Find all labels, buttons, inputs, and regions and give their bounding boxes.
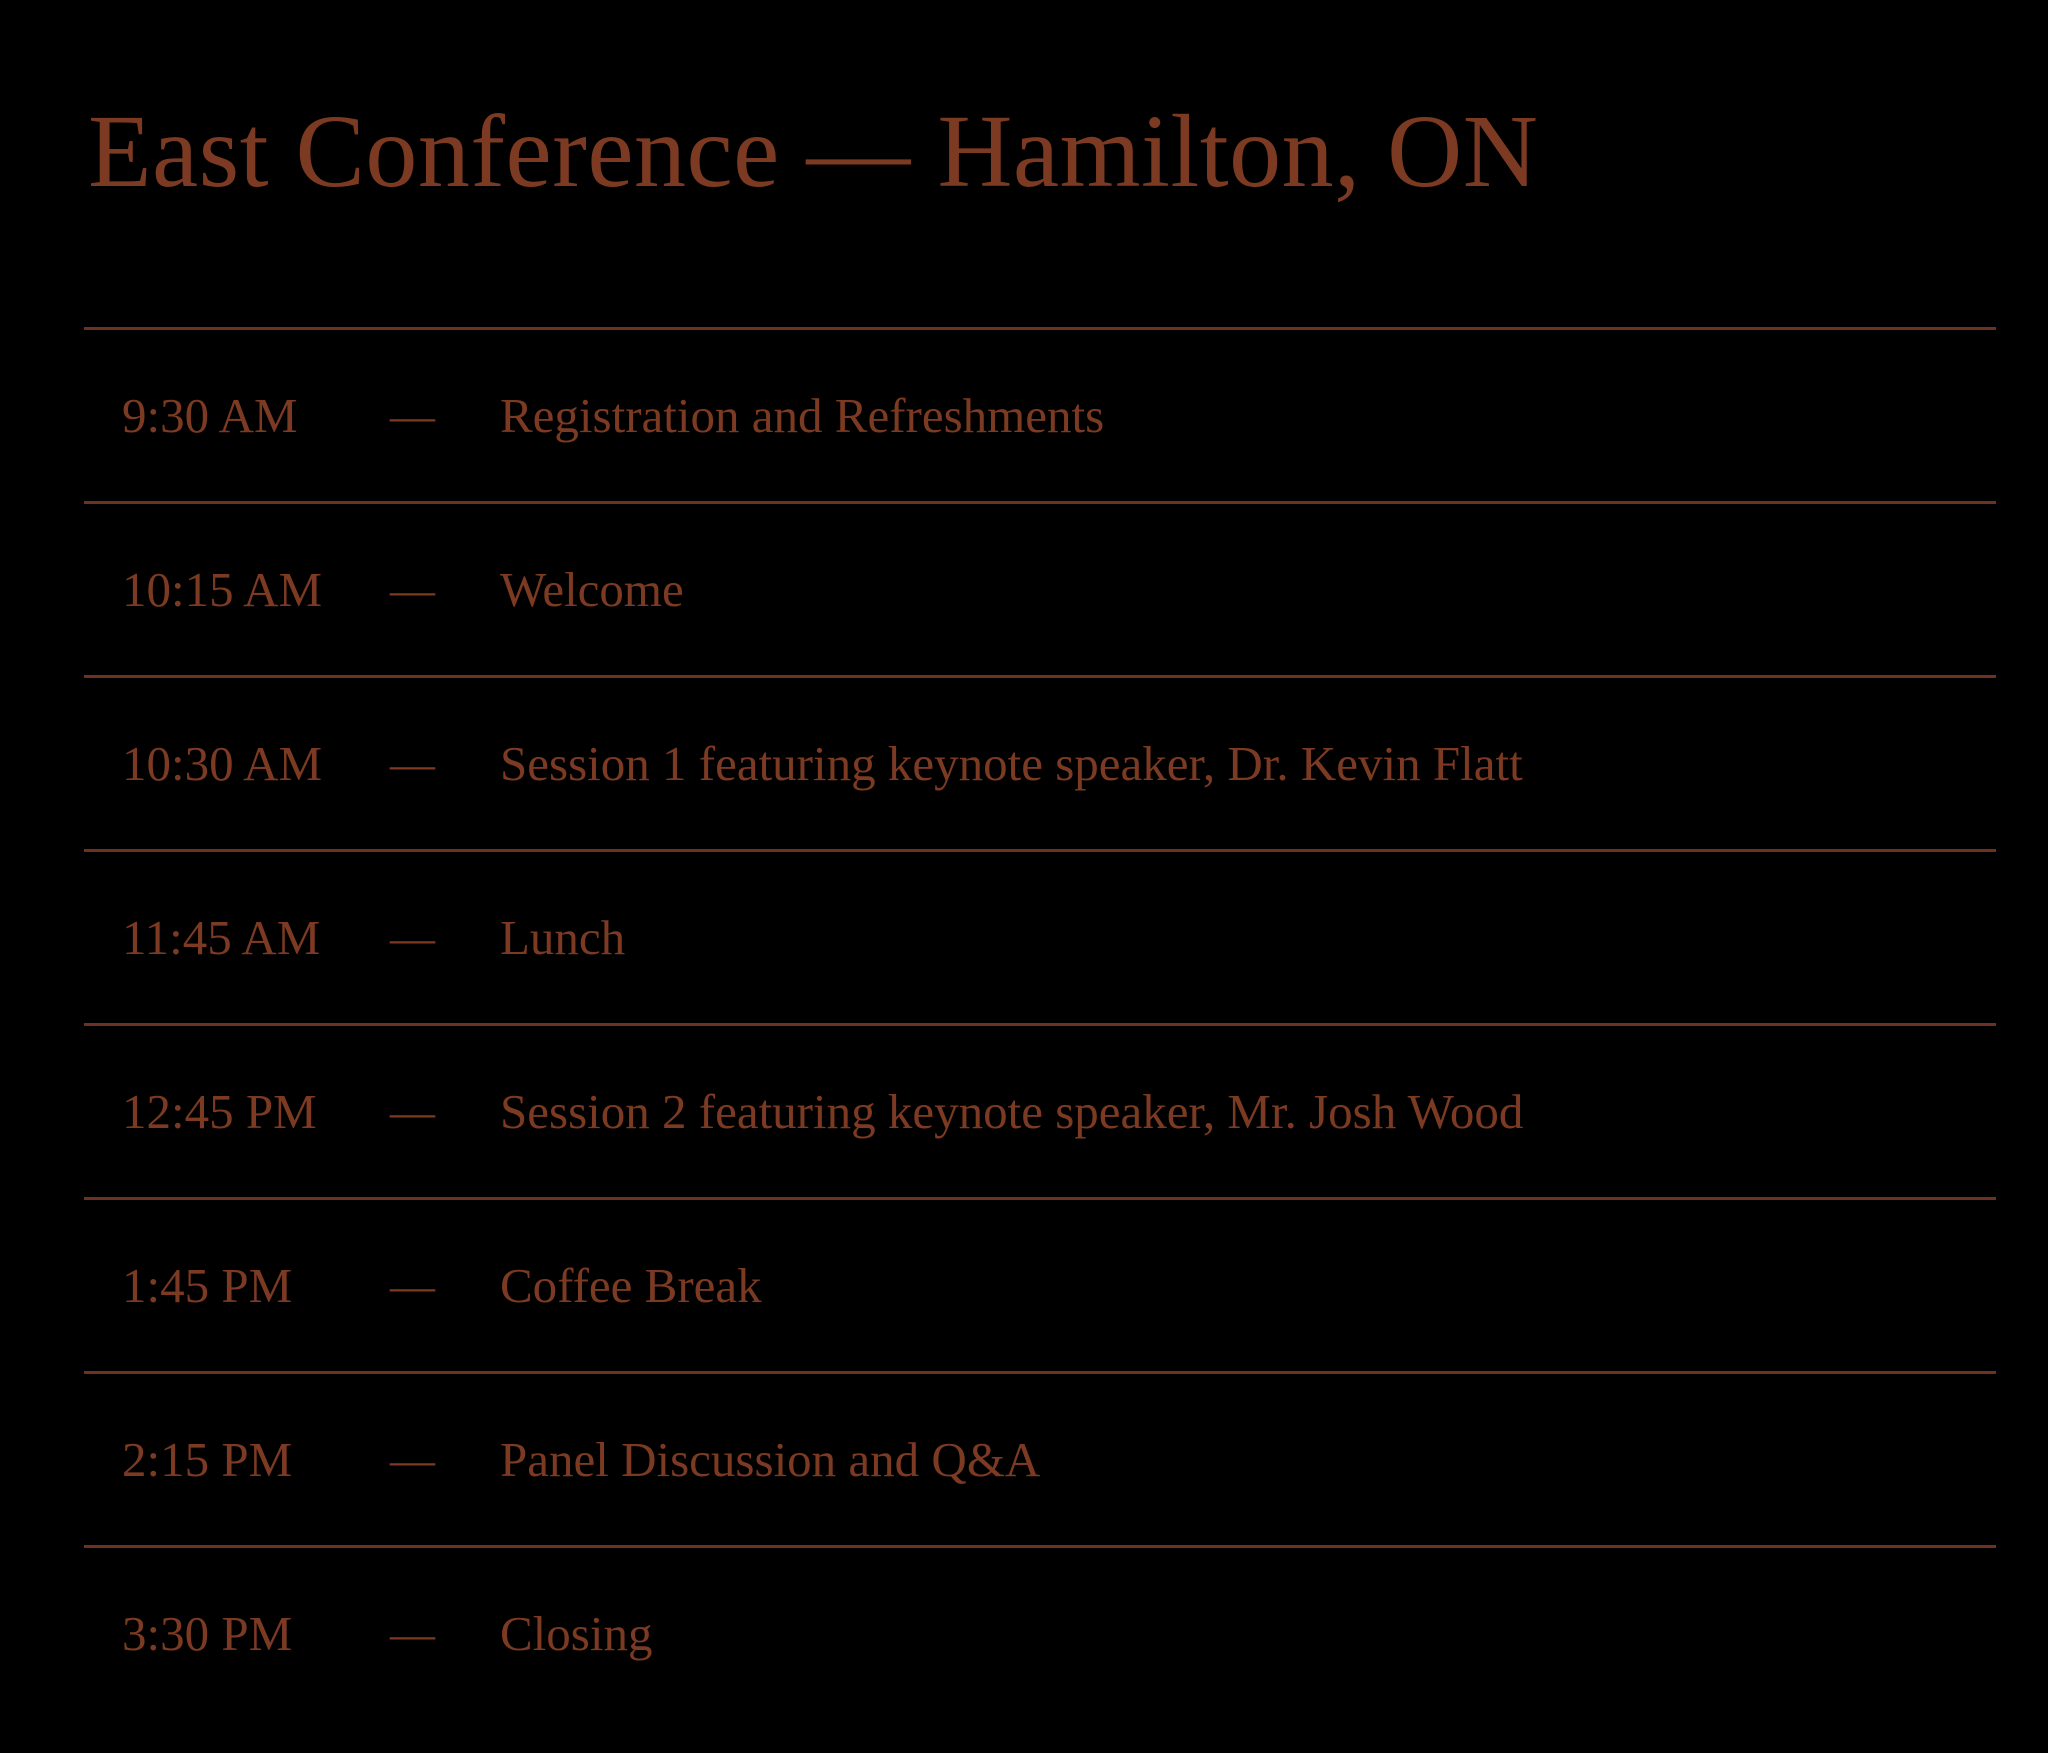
schedule-row [84, 504, 1996, 675]
schedule-row [84, 1026, 1996, 1197]
schedule-separator: — [390, 738, 435, 789]
schedule-time: 9:30 AM [122, 388, 298, 444]
schedule-row [84, 330, 1996, 501]
schedule-label: Panel Discussion and Q&A [500, 1432, 1041, 1488]
schedule-time: 11:45 AM [122, 910, 321, 966]
schedule-separator: — [390, 1434, 435, 1485]
schedule-label: Closing [500, 1606, 653, 1662]
schedule-time: 10:30 AM [122, 736, 323, 792]
schedule-separator: — [390, 912, 435, 963]
schedule-time: 10:15 AM [122, 562, 323, 618]
schedule-label: Session 2 featuring keynote speaker, Mr. Josh Wood [500, 1084, 1524, 1140]
schedule-time: 3:30 PM [122, 1606, 293, 1662]
schedule-label: Registration and Refreshments [500, 388, 1105, 444]
schedule-separator: — [390, 390, 435, 441]
schedule-label: Welcome [500, 562, 684, 618]
schedule-row [84, 852, 1996, 1023]
schedule-row [84, 1374, 1996, 1545]
schedule-label: Lunch [500, 910, 626, 966]
schedule-row [84, 1548, 1996, 1719]
schedule-list [0, 327, 2048, 1719]
schedule-label: Session 1 featuring keynote speaker, Dr. Kevin Flatt [500, 736, 1523, 792]
schedule-separator: — [390, 1608, 435, 1659]
schedule-separator: — [390, 564, 435, 615]
schedule-time: 2:15 PM [122, 1432, 293, 1488]
schedule-row [84, 1200, 1996, 1371]
schedule-time: 12:45 PM [122, 1084, 317, 1140]
page-title: East Conference — Hamilton, ON [88, 94, 1539, 209]
schedule-separator: — [390, 1086, 435, 1137]
schedule-row [84, 678, 1996, 849]
schedule-time: 1:45 PM [122, 1258, 293, 1314]
schedule-label: Coffee Break [500, 1258, 762, 1314]
schedule-separator: — [390, 1260, 435, 1311]
